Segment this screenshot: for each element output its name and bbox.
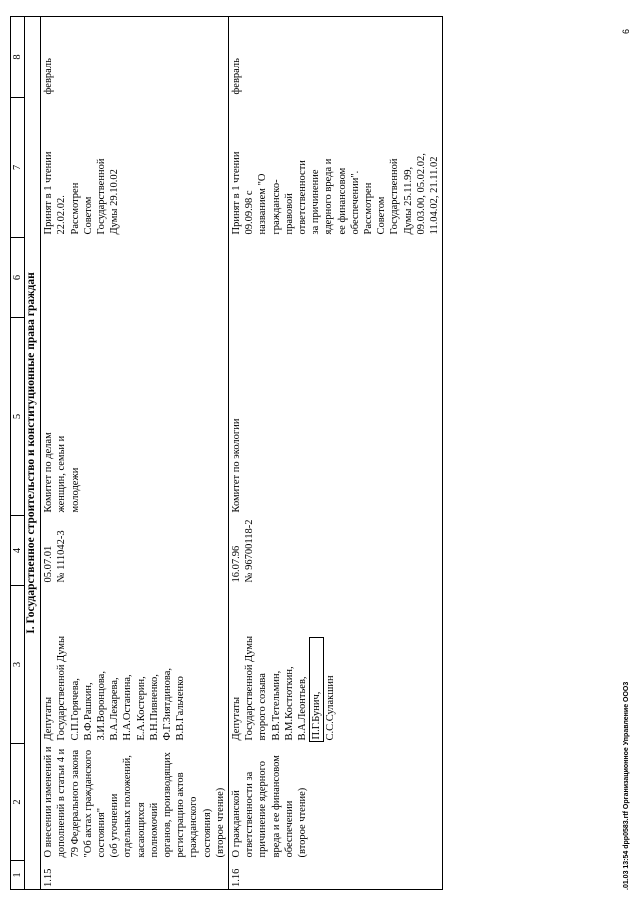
boxed-author: П.Г.Бунич, xyxy=(309,638,324,743)
column-number: 3 xyxy=(11,586,25,744)
column-number: 7 xyxy=(11,98,25,238)
bills-table xyxy=(10,16,443,890)
footer-file-info: .01.03 13:54 dpp0583.rtf Организационное Управление ООО3 xyxy=(623,681,630,890)
bill-committee: Комитет по делам женщин, семьи и молодежи xyxy=(41,318,229,516)
bill-authors-cell xyxy=(229,586,443,744)
bill-authors-tail: С.С.Сулакшин xyxy=(325,675,337,741)
bill-date-number: 05.07.01 № 111042-3 xyxy=(41,516,229,586)
bill-authors: Депутаты Государственной Думы второго созыва В.В.Тетельмин, В.М.Костюткин, В.А.Леонтьев, xyxy=(231,635,309,741)
column-number-row xyxy=(11,17,25,890)
bill-title: О гражданской ответственности за причинение ядерного вреда и ее финансовом обеспечении (второе чтение) xyxy=(229,744,443,861)
page-number: 6 xyxy=(621,28,631,34)
column-number: 5 xyxy=(11,318,25,516)
bill-col6 xyxy=(229,238,443,318)
bill-committee: Комитет по экологии xyxy=(229,318,443,516)
row-number: 1.15 xyxy=(41,861,229,890)
column-number: 2 xyxy=(11,744,25,861)
bill-status: Принят в 1 чтении 22.02.02. Рассмотрен Советом Государственной Думы 29.10.02 xyxy=(41,98,229,238)
bill-col6 xyxy=(41,238,229,318)
bill-title: О внесении изменений и дополнений в статьи 4 и 79 Федерального закона "Об актах гражданского состояния" (об уточнении отдельных положений, касающихся полномочий органов, производящих регистрацию актов гражданского состояния) (второе чтение) xyxy=(41,744,229,861)
column-number: 4 xyxy=(11,516,25,586)
column-number: 8 xyxy=(11,17,25,98)
bill-month: февраль xyxy=(229,17,443,98)
table-row xyxy=(41,17,229,890)
bill-date-number: 16.07.96 № 96700118-2 xyxy=(229,516,443,586)
table-row xyxy=(229,17,443,890)
section-row xyxy=(25,17,41,890)
column-number: 1 xyxy=(11,861,25,890)
section-title: I. Государственное строительство и конституционные права граждан xyxy=(25,17,41,890)
row-number: 1.16 xyxy=(229,861,443,890)
bill-month: февраль xyxy=(41,17,229,98)
bill-status: Принят в 1 чтении 09.09.98 с названием "О гражданско- правовой ответственности за причинение ядерного вреда и ее финансовом обеспечении". Рассмотрен Советом Государственной Думы 25.11.99, 09.03.00, 05.02.02, 11.04.02, 21.11.02 xyxy=(229,98,443,238)
column-number: 6 xyxy=(11,238,25,318)
bill-authors: Депутаты Государственной Думы С.П.Горячева, В.Ф.Рашкин, З.И.Воронцова, В.А.Лекарева, Н.А.Останина, Е.А.Костерин, В.Н.Пивненко, Ф.Г.Зиятдинова, В.В.Гальченко xyxy=(41,586,229,744)
